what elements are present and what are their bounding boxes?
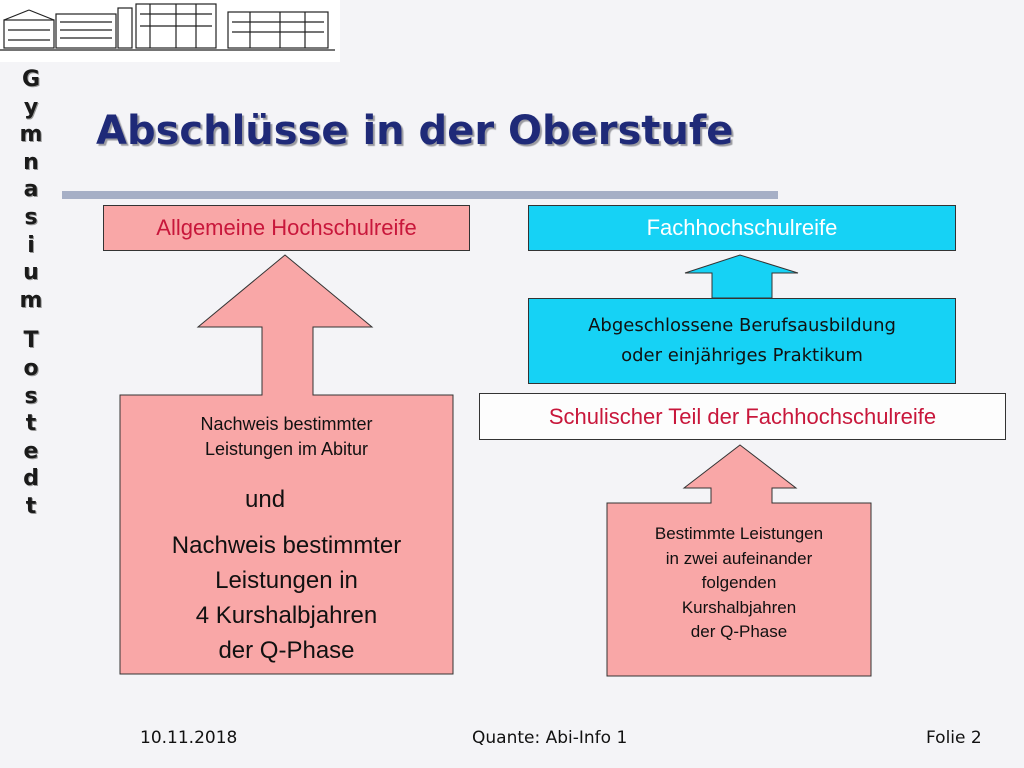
nachweis-kurshalbjahre-line: 4 Kurshalbjahren (195, 602, 378, 629)
side-letter: y (23, 94, 39, 120)
side-letter: m (19, 122, 43, 148)
side-letter: m (19, 287, 43, 313)
side-letter: s (24, 383, 38, 409)
schulischer-teil-box: Schulischer Teil der Fachhochschulreife (479, 393, 1006, 440)
allgemeine-hochschulreife-box: Allgemeine Hochschulreife (103, 205, 470, 251)
side-letter: s (24, 204, 38, 230)
nachweis-kurshalbjahre-text (121, 528, 452, 668)
und-text: und (245, 486, 286, 513)
side-letter: d (23, 466, 39, 492)
berufsausbildung-line1: Abgeschlossene Berufsausbildung (588, 315, 896, 336)
bestimmte-leistungen-line: Kurshalbjahren (681, 597, 797, 617)
side-letter: e (23, 438, 39, 464)
berufsausbildung-box (528, 298, 956, 384)
side-letter: T (23, 328, 39, 354)
berufsausbildung-line2: oder einjähriges Praktikum (621, 345, 863, 366)
side-letter: t (25, 493, 37, 519)
side-letter: G (21, 67, 41, 92)
footer-date: 10.11.2018 (140, 728, 238, 748)
side-letter: u (23, 260, 39, 286)
nachweis-abitur-line2: Leistungen im Abitur (204, 439, 369, 459)
side-letter: t (25, 411, 37, 437)
bestimmte-leistungen-line: in zwei aufeinander (665, 548, 813, 568)
nachweis-kurshalbjahre-line: der Q-Phase (218, 637, 355, 664)
nachweis-abitur-text (121, 412, 452, 462)
footer-author: Quante: Abi-Info 1 (472, 728, 628, 748)
bestimmte-leistungen-line: folgenden (701, 573, 777, 592)
fachhochschulreife-box: Fachhochschulreife (528, 205, 956, 251)
nachweis-abitur-line1: Nachweis bestimmter (200, 414, 373, 434)
bestimmte-leistungen-line: der Q-Phase (690, 622, 788, 641)
side-letter: o (23, 355, 39, 381)
side-letter: n (23, 149, 39, 175)
nachweis-kurshalbjahre-line: Leistungen in (215, 567, 358, 594)
slide-title: Abschlüsse in der Oberstufe (96, 108, 734, 154)
footer-page-number: Folie 2 (926, 728, 982, 748)
side-letter: i (27, 232, 35, 258)
side-letter: a (23, 177, 39, 203)
cyan-up-arrow (685, 255, 798, 298)
bestimmte-leistungen-text (607, 522, 871, 645)
nachweis-kurshalbjahre-line: Nachweis bestimmter (171, 532, 402, 559)
bestimmte-leistungen-line: Bestimmte Leistungen (654, 524, 824, 543)
